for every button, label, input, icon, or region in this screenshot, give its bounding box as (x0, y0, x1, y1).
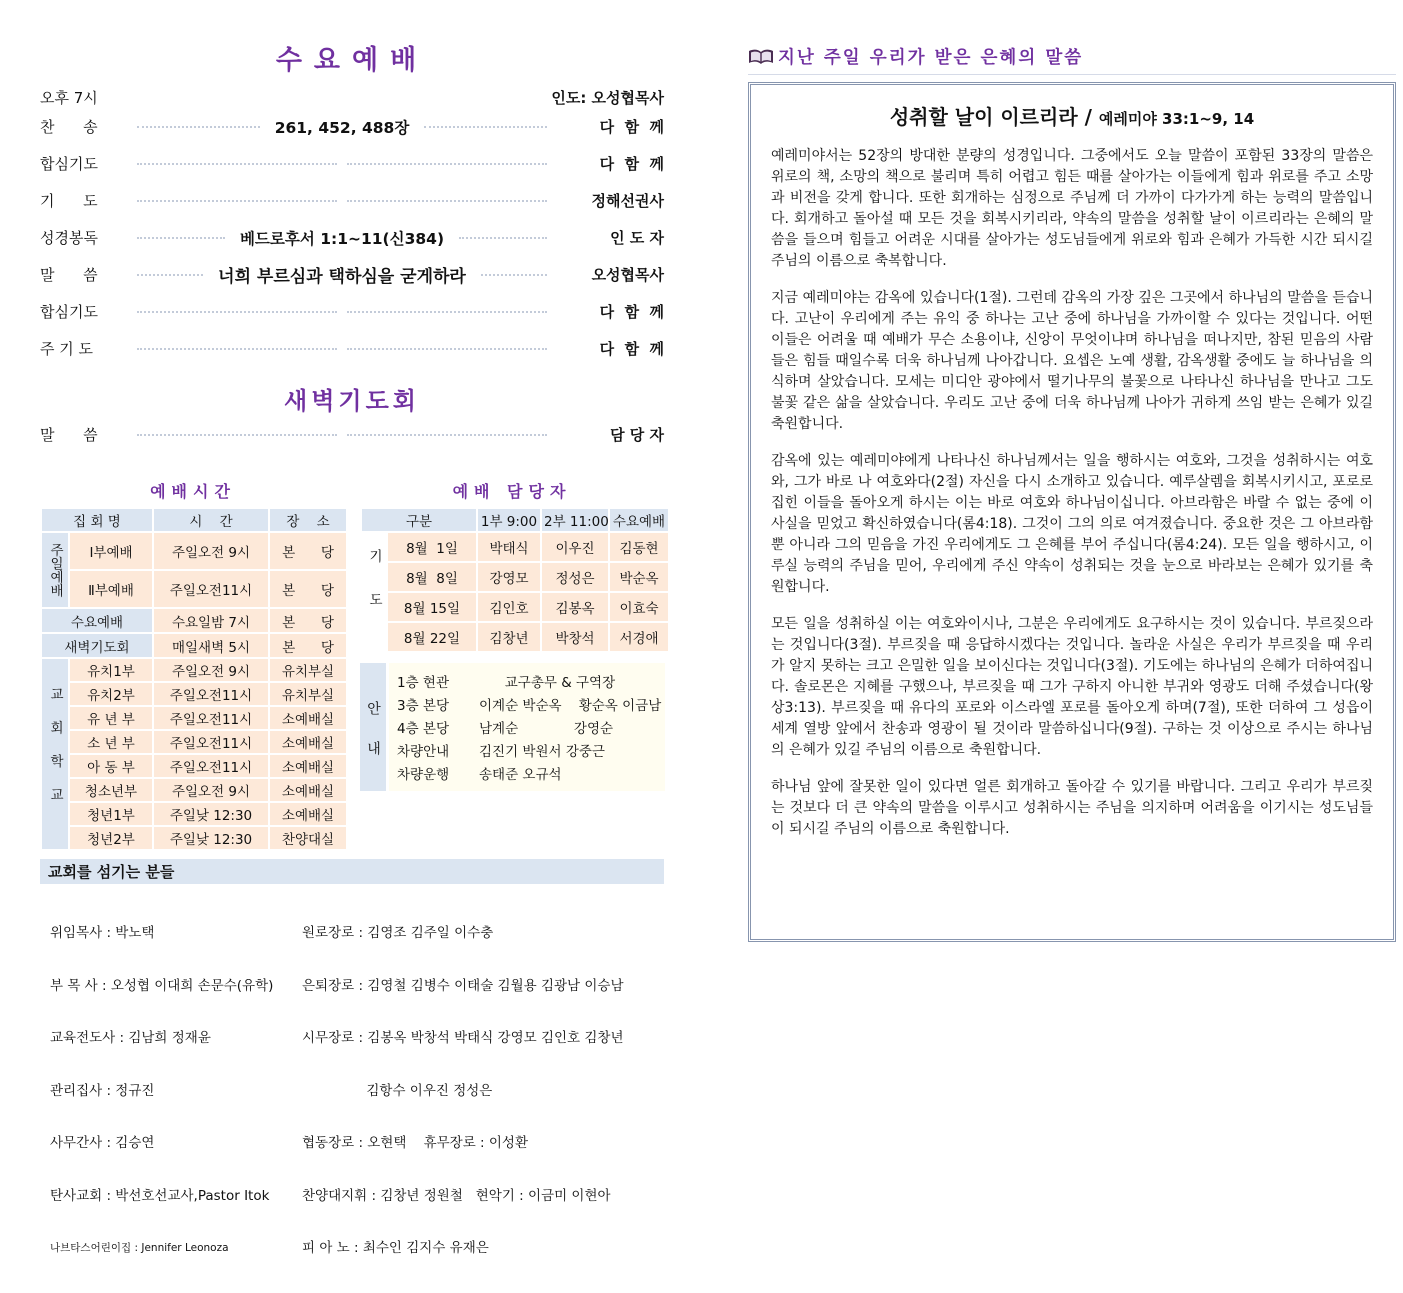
table-cell: 이효숙 (610, 593, 668, 621)
table-cell: 유치부실 (270, 683, 346, 705)
tables-section (40, 479, 664, 851)
worship-row (40, 293, 664, 330)
guide-names: 이계순 박순옥 황순옥 이금남 (479, 697, 662, 714)
group-label-sunday: 주일예배 (42, 533, 68, 607)
row-value: 다 함 께 (599, 303, 664, 321)
sermon-box (748, 82, 1396, 942)
table-cell: 주일오전11시 (154, 731, 268, 753)
worship-row (40, 256, 664, 293)
sermon-title-text: 너희 부르심과 택하심을 굳게하라 (218, 267, 466, 287)
service-times-table (40, 507, 348, 851)
wednesday-service-title: 수요예배 (275, 45, 429, 76)
col-header: 수요예배 (610, 509, 668, 531)
left-page (40, 38, 664, 1293)
table-cell: 소예배실 (270, 779, 346, 801)
leader-dots (347, 348, 547, 350)
row-center: 261, 452, 488장 (274, 118, 410, 137)
servant-line: 사무간사 : 김승연 (50, 1135, 155, 1151)
leader-dots (347, 434, 547, 436)
worship-row (40, 219, 664, 256)
servant-line: 피 아 노 : 최수인 김지수 유재은 (302, 1240, 489, 1256)
servant-line: 탄사교회 : 박선호선교사,Pastor Itok (50, 1187, 270, 1204)
table-cell: Ⅱ부예배 (70, 571, 152, 607)
sermon-paragraph: 지금 예레미야는 감옥에 있습니다(1절). 그런데 감옥의 가장 깊은 그곳에서 하나님의 말씀을 듣습니다. 고난이 우리에게 주는 유익 중 하나는 고난 중에 하나님을 가까이할 수 있다는 것입니다. 어떤 이들은 어려울 때 예배가 무슨 소용이냐, 신앙이 무엇이냐며 하나님을 떠나지만, 참된 믿음의 사람들은 힘들 때일수록 더욱 하나님께 나아갑니다. 요셉은 노예 생활, 감옥생활 중에도 늘 하나님을 의식하며 살았습니다. 모세는 미디안 광야에서 떨기나무의 불꽃으로 나타나신 하나님을 만나고 그도 불꽃 같은 삶을 살았습니다. 우리도 고난 중에 더욱 하나님께 나아가 귀하게 쓰임 받는 은혜가 있길 축원합니다. (771, 290, 1373, 432)
group-label-school: 교회학교 (42, 659, 68, 849)
row-label: 기 도 (40, 192, 98, 210)
table-cell: 수요일밤 7시 (154, 609, 268, 632)
row-label: 성경봉독 (40, 229, 98, 247)
table-cell: 서경애 (610, 623, 668, 651)
guide-place: 3층 본당 (397, 697, 450, 714)
sermon-paragraph: 하나님 앞에 잘못한 일이 있다면 얼른 회개하고 돌아갈 수 있기를 바랍니다. 그리고 우리가 부르짖는 것보다 더 큰 약속의 말씀을 이루시고 성취하시는 주님을 의지하며 어려움을 이기시는 성도님들이 되시길 주님의 이름으로 축원합니다. (771, 779, 1373, 837)
attendants-table (360, 507, 670, 653)
table-cell: 주일낮 12:30 (154, 803, 268, 825)
table-cell: 새벽기도회 (42, 634, 152, 657)
col-header: 2부 11:00 (542, 509, 608, 531)
service-subline (40, 87, 664, 108)
table-cell: 김동현 (610, 533, 668, 561)
leader-dots (137, 163, 337, 165)
table-cell: 강영모 (478, 563, 540, 591)
guide-body (389, 663, 665, 791)
table-cell: 이우진 (542, 533, 608, 561)
servant-line: 위임목사 : 박노택 (50, 925, 155, 941)
table-cell: 유 년 부 (70, 707, 152, 729)
servants-header-bar: 교회를 섬기는 분들 (40, 859, 664, 884)
table-cell: 주일오전 9시 (154, 659, 268, 681)
leader-dots (137, 126, 260, 128)
servant-line: 원로장로 : 김영조 김주일 이수충 (302, 925, 494, 941)
sermon-title (771, 101, 1373, 130)
leader-dots (137, 274, 203, 276)
sermon-paragraph: 모든 일을 성취하실 이는 여호와이시나, 그분은 우리에게도 요구하시는 것이 있습니다. 부르짖으라는 것입니다(3절). 부르짖을 때 응답하시겠다는 것입니다. 놀라운 사실은 우리가 부르짖을 때 우리가 알지 못하는 크고 은밀한 일을 보이신다는 것입니다(3절). 기도에는 하나님의 은혜가 더하여집니다. 솔로몬은 지혜를 구했으나, 부르짖을 때 그가 구하지 아니한 부귀와 영광도 더해 주셨습니다(왕상3:13). 부르짖을 때 유다의 포로와 이스라엘 포로를 돌아오게 하며(7절), 또한 더하여 그 성읍이 세계 열방 앞에서 찬송과 영광이 될 것이라 말씀하십니다(9절). 구하는 것 이상으로 주시는 하나님의 은혜가 있길 주님의 이름으로 축원합니다. (771, 616, 1373, 758)
servant-line: 협동장로 : 오현택 휴무장로 : 이성환 (302, 1135, 529, 1151)
table-cell: 8월 22일 (388, 623, 476, 651)
table-cell: 8월 8일 (388, 563, 476, 591)
table-cell: 박순옥 (610, 563, 668, 591)
table-cell: 박태식 (478, 533, 540, 561)
guide-section (360, 663, 664, 791)
right-page (748, 44, 1396, 942)
guide-names: 교구총무 & 구역장 (479, 674, 616, 691)
table-cell: 유치1부 (70, 659, 152, 681)
worship-row (40, 416, 664, 453)
guide-group-label: 안내 (360, 663, 386, 791)
table-cell: 주일오전 9시 (154, 779, 268, 801)
guide-names: 남계순 강영순 (479, 720, 614, 737)
open-book-icon (748, 48, 774, 66)
table-cell: 소예배실 (270, 731, 346, 753)
leader-dots (137, 311, 337, 313)
row-label: 합심기도 (40, 303, 98, 321)
servant-line: 은퇴장로 : 김영철 김병수 이태술 김월용 김광남 이승남 (302, 977, 624, 994)
guide-row (397, 715, 661, 738)
dawn-prayer-title: 새벽기도회 (284, 387, 420, 415)
service-times-column (40, 479, 346, 851)
col-header: 1부 9:00 (478, 509, 540, 531)
table-cell: 주일낮 12:30 (154, 827, 268, 849)
table-cell: 김봉옥 (542, 593, 608, 621)
guide-row (397, 738, 661, 761)
servants-column-right (302, 890, 664, 1293)
worship-row (40, 145, 664, 182)
leader-dots (137, 434, 337, 436)
table-cell: 주일오전11시 (154, 755, 268, 777)
guide-row (397, 669, 661, 692)
attendants-title: 예배 담당자 (452, 482, 572, 501)
table-cell: Ⅰ부예배 (70, 533, 152, 569)
sermon-paragraph: 예레미야서는 52장의 방대한 분량의 성경입니다. 그중에서도 오늘 말씀이 포함된 33장의 말씀은 위로의 책, 소망의 책으로 불리며 특히 어렵고 힘든 때를 살아가는 이들에게 힘과 위로를 주고 소망과 비전을 갖게 합니다. 또한 회개하는 심정으로 주님께 더 가까이 다가가게 하는 능력의 말씀입니다. 회개하고 돌아설 때 모든 것을 회복시키리라, 약속의 말씀을 성취할 날이 이르리라는 은혜의 말씀을 들으며 힘들고 어려운 시대를 살아가는 성도님들에게 위로와 힘과 은혜가 가득한 시간 되시길 주님의 이름으로 축복합니다. (771, 148, 1373, 269)
leader-dots (137, 200, 337, 202)
table-cell: 본 당 (270, 609, 346, 632)
servant-line: 교육전도사 : 김남희 정재윤 (50, 1030, 211, 1046)
row-value: 정해선권사 (591, 192, 664, 210)
servant-line: 나브타스어린이집 : Jennifer Leonoza (50, 1242, 229, 1254)
table-cell: 소예배실 (270, 707, 346, 729)
row-value: 담 당 자 (610, 426, 664, 444)
col-header: 집 회 명 (42, 509, 152, 531)
row-label: 합심기도 (40, 155, 98, 173)
row-label: 주 기 도 (40, 340, 94, 358)
row-label: 말 씀 (40, 426, 98, 444)
col-header: 장 소 (270, 509, 346, 531)
guide-row (397, 692, 661, 715)
table-cell: 주일오전 9시 (154, 533, 268, 569)
table-cell: 본 당 (270, 533, 346, 569)
col-header: 시 간 (154, 509, 268, 531)
servant-line: 관리집사 : 정규진 (50, 1082, 155, 1099)
group-label-prayer: 기도 (362, 533, 386, 651)
row-value: 다 함 께 (599, 155, 664, 173)
table-cell: 유치2부 (70, 683, 152, 705)
table-cell: 아 동 부 (70, 755, 152, 777)
table-cell: 매일새벽 5시 (154, 634, 268, 657)
row-value: 오성협목사 (591, 266, 665, 284)
table-cell: 청소년부 (70, 779, 152, 801)
table-cell: 소 년 부 (70, 731, 152, 753)
row-label: 찬 송 (40, 118, 98, 136)
service-leader: 인도: 오성협목사 (551, 89, 664, 107)
attendants-column (360, 479, 664, 851)
leader-dots (424, 126, 547, 128)
table-cell: 정성은 (542, 563, 608, 591)
grace-header-text: 지난 주일 우리가 받은 은혜의 말씀 (778, 48, 1084, 68)
guide-place: 차량운행 (397, 766, 450, 783)
table-cell: 소예배실 (270, 755, 346, 777)
servant-line: 시무장로 : 김봉옥 박창석 박태식 강영모 김인호 김창년 (302, 1030, 624, 1046)
table-cell: 찬양대실 (270, 827, 346, 849)
servant-line: 찬양대지휘 : 김창년 정원철 현악기 : 이금미 이현아 (302, 1187, 611, 1204)
sermon-title-main: 성취할 날이 이르리라 / (889, 105, 1099, 129)
table-cell: 주일오전11시 (154, 571, 268, 607)
guide-place: 4층 본당 (397, 720, 450, 737)
leader-dots (347, 200, 547, 202)
row-value: 다 함 께 (599, 340, 664, 358)
table-cell: 8월 15일 (388, 593, 476, 621)
table-cell: 주일오전11시 (154, 683, 268, 705)
leader-dots (137, 348, 337, 350)
service-times-title: 예배시간 (150, 482, 236, 501)
guide-names: 송태준 오규석 (479, 766, 562, 783)
table-cell: 수요예배 (42, 609, 152, 632)
leader-dots (459, 237, 547, 239)
guide-row (397, 761, 661, 784)
servants-lists (40, 890, 664, 1293)
table-cell: 소예배실 (270, 803, 346, 825)
worship-row (40, 182, 664, 219)
servants-column-left (40, 890, 302, 1293)
leader-dots (481, 274, 547, 276)
grace-header (748, 44, 1396, 75)
leader-dots (347, 163, 547, 165)
col-header: 구분 (362, 509, 476, 531)
table-cell: 박창석 (542, 623, 608, 651)
table-cell: 유치부실 (270, 659, 346, 681)
table-cell: 청년2부 (70, 827, 152, 849)
table-cell: 청년1부 (70, 803, 152, 825)
leader-dots (347, 311, 547, 313)
guide-place: 차량안내 (397, 743, 450, 760)
worship-row (40, 330, 664, 367)
servant-line: 부 목 사 : 오성협 이대희 손문수(유학) (50, 977, 274, 994)
table-cell: 김인호 (478, 593, 540, 621)
sermon-scripture-ref: 예레미야 33:1~9, 14 (1098, 110, 1255, 128)
row-value: 다 함 께 (599, 118, 665, 136)
worship-row (40, 108, 664, 145)
table-cell: 본 당 (270, 634, 346, 657)
row-label: 말 씀 (40, 266, 98, 284)
table-cell: 김창년 (478, 623, 540, 651)
row-center: 베드로후서 1:1~11(신384) (239, 229, 445, 248)
table-cell: 8월 1일 (388, 533, 476, 561)
service-time: 오후 7시 (40, 89, 98, 107)
servant-line: 김항수 이우진 정성은 (302, 1082, 493, 1099)
row-value: 인 도 자 (610, 229, 664, 247)
table-cell: 본 당 (270, 571, 346, 607)
table-cell: 주일오전11시 (154, 707, 268, 729)
leader-dots (137, 237, 225, 239)
sermon-paragraph: 감옥에 있는 예레미야에게 나타나신 하나님께서는 일을 행하시는 여호와, 그것을 성취하시는 여호와, 그가 바로 나 여호와다(2절) 자신을 다시 소개하고 있습니다. 예루살렘을 회복시키시고, 포로로 집힌 이들을 돌아오게 하시는 이는 바로 여호와 하나님이십니다. 아브라함은 바랄 수 없는 중에 이 사실을 믿었고 확신하였습니다(롬4:18). 그것이 그의 의로 여겨졌습니다. 중요한 것은 그 아브라함뿐 아니라 그의 믿음을 가진 우리에게도 그 은혜를 부어 주십니다(롬4:24). 모든 일을 행하시고, 이루실 능력의 주님을 믿어, 우리에게 주신 약속이 성취되는 것을 눈으로 바라보는 은혜가 있기를 축원합니다. (771, 453, 1373, 595)
guide-names: 김진기 박원서 강중근 (479, 743, 605, 760)
guide-place: 1층 현관 (397, 674, 450, 691)
